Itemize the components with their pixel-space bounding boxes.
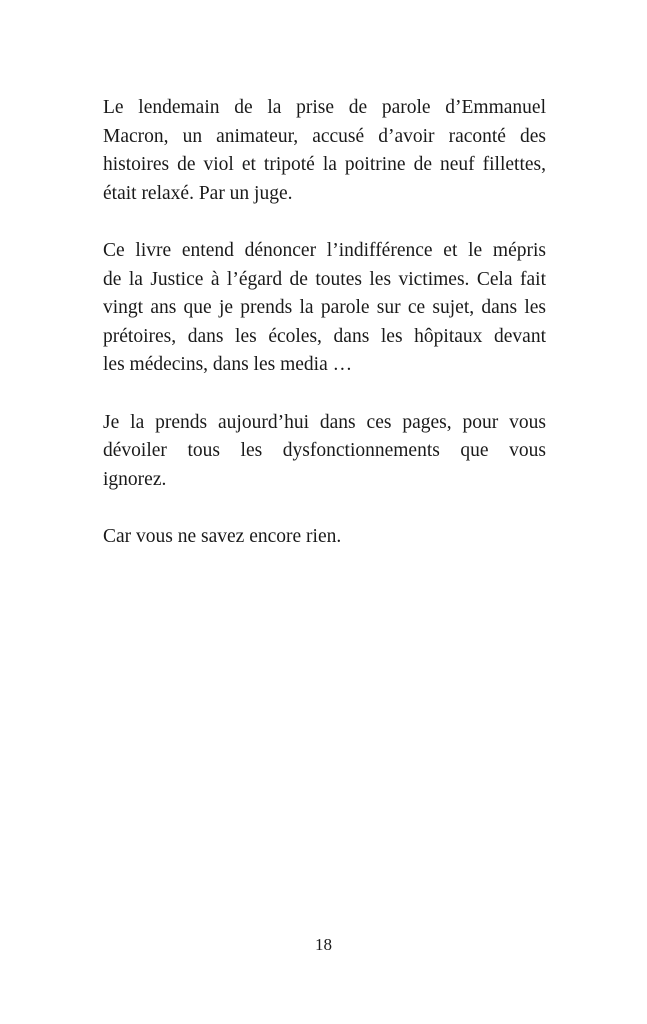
text-line: Le lendemain de la prise de parole d’Emmanuel <box>103 97 546 118</box>
paragraph-3 <box>103 409 546 495</box>
paragraph-2 <box>103 237 546 380</box>
text-line: Je la prends aujourd’hui dans ces pages, pour vous <box>103 411 546 433</box>
text-line: de la Justice à l’égard de toutes les victimes. Cela fait <box>103 268 546 290</box>
text-line: Car vous ne savez encore rien. <box>103 525 342 547</box>
text-line: Macron, un animateur, accusé d’avoir raconté des <box>103 125 546 147</box>
text-line: histoires de viol et tripoté la poitrine de neuf fillettes, <box>103 154 546 176</box>
paragraph-4 <box>103 523 546 552</box>
text-line: prétoires, dans les écoles, dans les hôpitaux devant <box>103 325 546 347</box>
text-line: vingt ans que je prends la parole sur ce sujet, dans les <box>103 297 546 319</box>
page-number: 18 <box>315 935 332 954</box>
text-line: les médecins, dans les media … <box>103 354 353 376</box>
body-text <box>103 94 546 552</box>
text-line: dévoiler tous les dysfonctionnements que vous <box>103 440 546 462</box>
text-line: était relaxé. Par un juge. <box>103 182 293 204</box>
text-line: ignorez. <box>103 468 167 490</box>
paragraph-1 <box>103 94 546 208</box>
text-line: Ce livre entend dénoncer l’indifférence et le mépris <box>103 239 546 261</box>
